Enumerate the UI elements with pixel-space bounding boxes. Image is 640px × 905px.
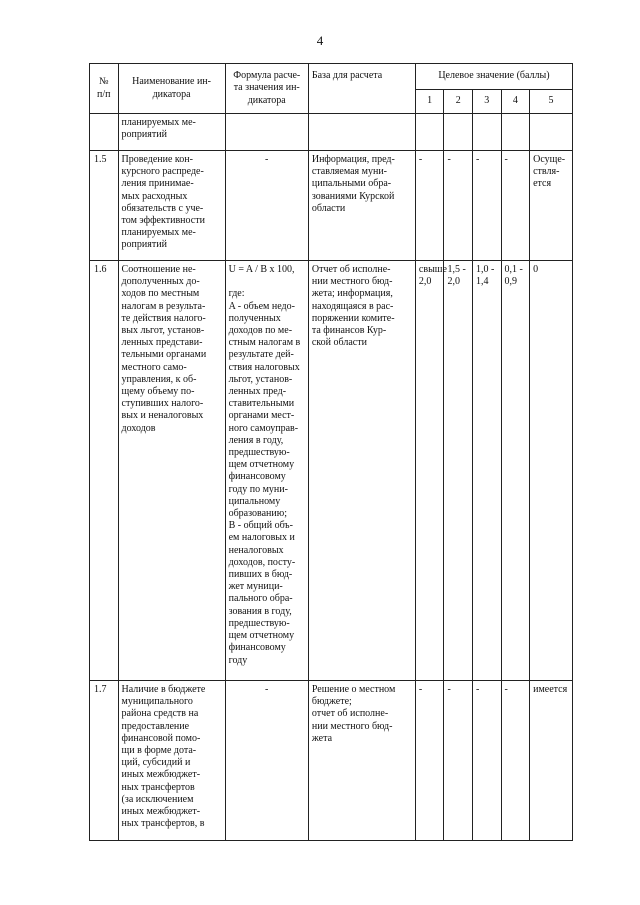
header-name: Наименование ин- дикатора bbox=[118, 64, 225, 114]
table-row bbox=[90, 151, 573, 261]
header-score-4: 4 bbox=[501, 90, 530, 114]
row-formula bbox=[225, 114, 308, 151]
row-score-4: - bbox=[501, 681, 530, 841]
row-score-4: - bbox=[501, 151, 530, 261]
row-score-3: 1,0 - 1,4 bbox=[473, 261, 502, 681]
header-score-1: 1 bbox=[415, 90, 444, 114]
row-num: 1.5 bbox=[90, 151, 119, 261]
header-score-3: 3 bbox=[473, 90, 502, 114]
row-score-2: 1,5 - 2,0 bbox=[444, 261, 473, 681]
row-num: 1.6 bbox=[90, 261, 119, 681]
row-score-1 bbox=[415, 114, 444, 151]
row-base: Отчет об исполне- нии местного бюд- жета; информация, находящаяся в рас- поряжении комите- та финансов Кур- ской области bbox=[308, 261, 415, 681]
row-num bbox=[90, 114, 119, 151]
row-base: Решение о местном бюджете; отчет об исполне- нии местного бюд- жета bbox=[308, 681, 415, 841]
indicator-table bbox=[89, 63, 573, 841]
row-score-5: 0 bbox=[530, 261, 573, 681]
row-score-4: 0,1 - 0,9 bbox=[501, 261, 530, 681]
row-name: Проведение кон- курсного распреде- ления принимае- мых расходных обязательств с уче- том эффективности планируемых ме- роприятий bbox=[118, 151, 225, 261]
header-base: База для расчета bbox=[308, 64, 415, 114]
row-formula: U = A / B x 100, где: A - объем недо- полученных доходов по ме- стным налогам в результате дей- ствия налоговых льгот, установ- ленных пред- ставительными органами мест- ного самоуправ- ления в году, предшествую- щем отчетному финансовому году по муни- ципальному образованию; B - общий объ- ем налоговых и неналоговых доходов, посту- пивших в бюд- жет муници- пального обра- зования в году, предшествую- щем отчетному финансовому году bbox=[225, 261, 308, 681]
header-target: Целевое значение (баллы) bbox=[415, 64, 572, 90]
header-num: № п/п bbox=[90, 64, 119, 114]
row-score-3: - bbox=[473, 681, 502, 841]
page-number: 4 bbox=[316, 33, 324, 48]
row-score-5 bbox=[530, 114, 573, 151]
row-score-1: - bbox=[415, 151, 444, 261]
row-score-5: Осуще- ствля- ется bbox=[530, 151, 573, 261]
row-score-2: - bbox=[444, 681, 473, 841]
row-num: 1.7 bbox=[90, 681, 119, 841]
row-score-2: - bbox=[444, 151, 473, 261]
row-score-3: - bbox=[473, 151, 502, 261]
row-score-1: свыше 2,0 bbox=[415, 261, 444, 681]
row-formula: - bbox=[225, 151, 308, 261]
header-formula: Формула расче- та значения ин- дикатора bbox=[225, 64, 308, 114]
row-formula: - bbox=[225, 681, 308, 841]
header-score-5: 5 bbox=[530, 90, 573, 114]
row-name: Наличие в бюджете муниципального района средств на предоставление финансовой помо- щи в форме дота- ций, субсидий и иных межбюджет- ных трансфертов (за исключением иных межбюджет- ных трансфертов, в bbox=[118, 681, 225, 841]
row-score-4 bbox=[501, 114, 530, 151]
row-name: Соотношение не- дополученных до- ходов по местным налогам в результа- те действия налого- вых льгот, установ- ленных представи- тельными органами местного само- управления, к об- щему объему по- ступивших налого- вых и неналоговых доходов bbox=[118, 261, 225, 681]
row-base: Информация, пред- ставляемая муни- ципальными обра- зованиями Курской области bbox=[308, 151, 415, 261]
row-name: планируемых ме- роприятий bbox=[118, 114, 225, 151]
row-score-5: имеется bbox=[530, 681, 573, 841]
row-score-3 bbox=[473, 114, 502, 151]
row-base bbox=[308, 114, 415, 151]
row-score-1: - bbox=[415, 681, 444, 841]
row-score-2 bbox=[444, 114, 473, 151]
table-row bbox=[90, 114, 573, 151]
table-row bbox=[90, 261, 573, 681]
table-row bbox=[90, 681, 573, 841]
header-score-2: 2 bbox=[444, 90, 473, 114]
